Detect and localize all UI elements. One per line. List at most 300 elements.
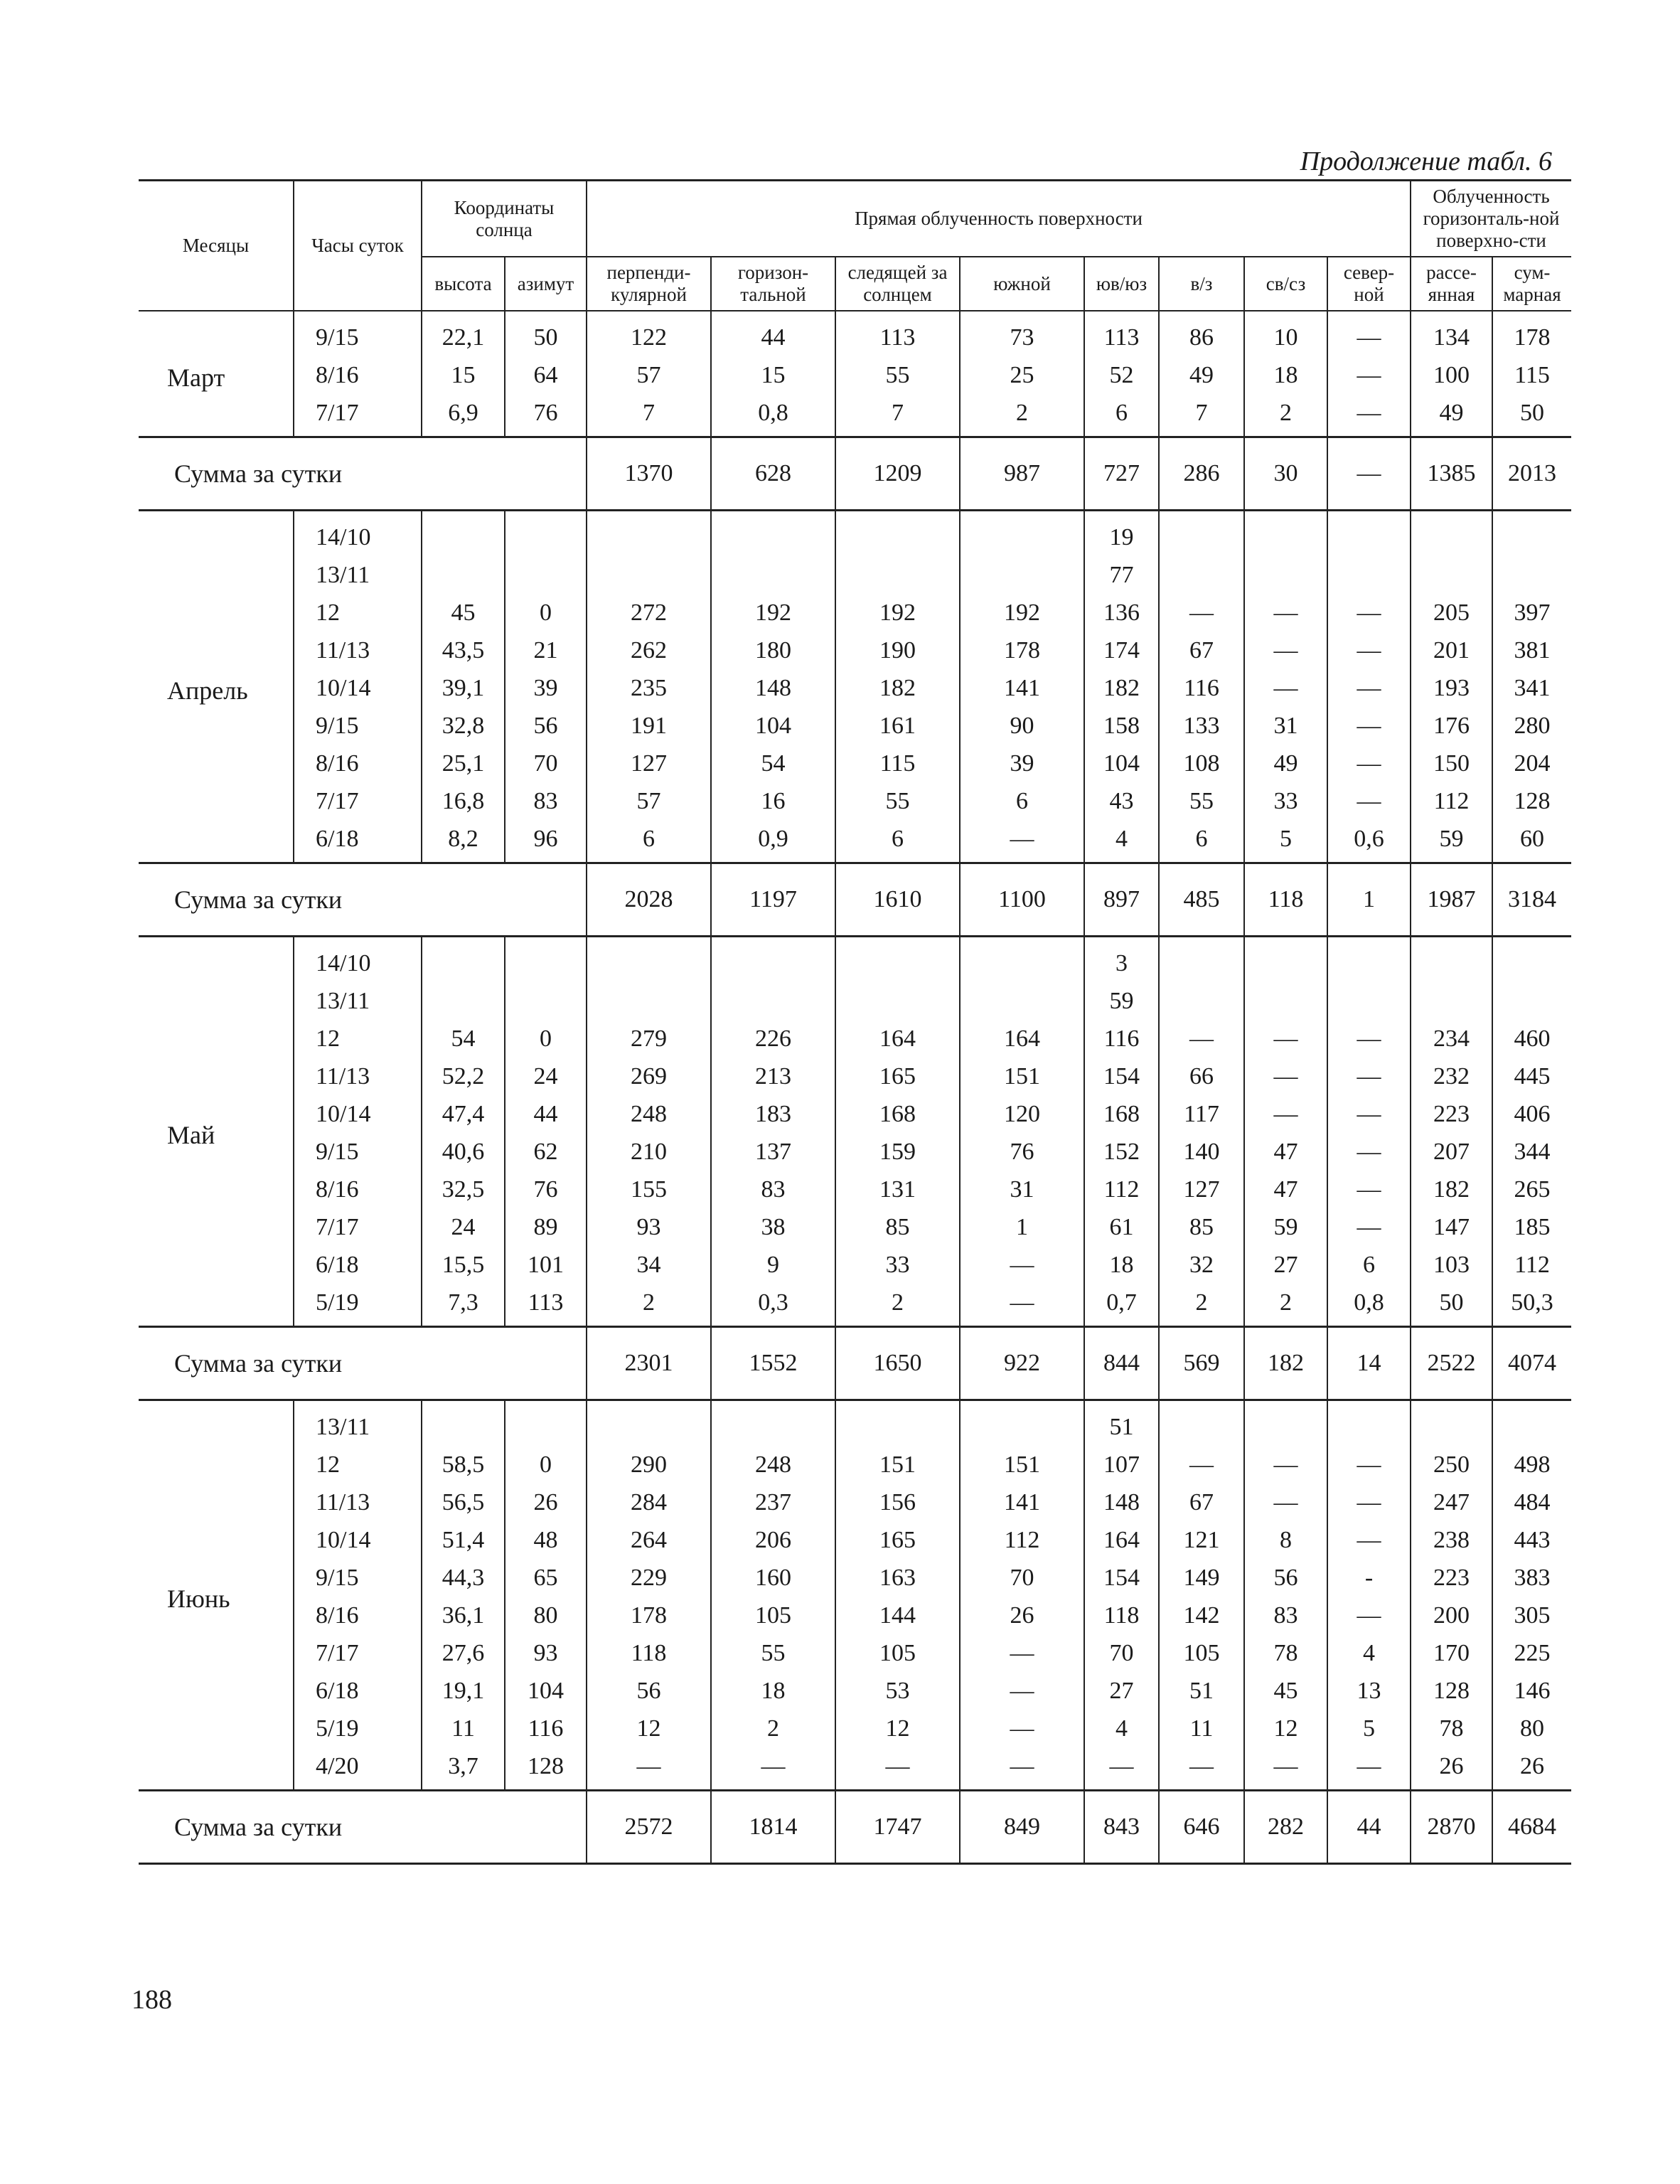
table-cell: 40,6 (422, 1133, 505, 1171)
table-cell: 25 (960, 356, 1084, 394)
table-cell (422, 556, 505, 594)
table-cell: 9/15 (294, 707, 422, 745)
table-cell: 383 (1492, 1559, 1571, 1597)
table-cell (1411, 511, 1492, 557)
table-cell: 142 (1159, 1597, 1244, 1634)
table-cell: — (711, 1747, 835, 1791)
table-cell (960, 511, 1084, 557)
table-cell: 6 (1327, 1246, 1411, 1284)
table-cell: 264 (587, 1521, 711, 1559)
sum-label: Сумма за сутки (139, 1791, 587, 1864)
table-cell: 11/13 (294, 1483, 422, 1521)
table-cell: 200 (1411, 1597, 1492, 1634)
table-cell (505, 982, 587, 1020)
sum-cell: 1552 (711, 1327, 835, 1400)
table-cell: 108 (1159, 745, 1244, 782)
table-cell: 5 (1327, 1710, 1411, 1747)
irradiance-table (139, 179, 1571, 1865)
table-cell: — (960, 1634, 1084, 1672)
sum-cell: 4684 (1492, 1791, 1571, 1864)
table-cell (1244, 511, 1327, 557)
table-cell: 178 (587, 1597, 711, 1634)
table-cell: 45 (1244, 1672, 1327, 1710)
sum-cell: 30 (1244, 437, 1327, 511)
table-cell: 9 (711, 1246, 835, 1284)
table-cell: 47,4 (422, 1095, 505, 1133)
month-label: Март (139, 311, 294, 437)
table-cell: — (1327, 745, 1411, 782)
table-cell: 21 (505, 632, 587, 669)
table-cell: — (1244, 1483, 1327, 1521)
table-cell (1492, 556, 1571, 594)
table-cell: 45 (422, 594, 505, 632)
table-cell: 57 (587, 356, 711, 394)
table-cell: — (1327, 632, 1411, 669)
table-cell: 117 (1159, 1095, 1244, 1133)
table-cell: 213 (711, 1058, 835, 1095)
table-cell: 5 (1244, 820, 1327, 863)
table-cell: 7 (835, 394, 960, 437)
table-cell: 16 (711, 782, 835, 820)
sum-cell: 3184 (1492, 863, 1571, 937)
table-cell: — (1244, 1747, 1327, 1791)
table-cell: 26 (1492, 1747, 1571, 1791)
table-cell: 341 (1492, 669, 1571, 707)
table-row (139, 1634, 1571, 1672)
table-cell: 0,8 (1327, 1284, 1411, 1327)
table-row (139, 707, 1571, 745)
table-cell (422, 982, 505, 1020)
table-cell: 12 (294, 1446, 422, 1483)
table-cell: 12 (587, 1710, 711, 1747)
table-cell: 443 (1492, 1521, 1571, 1559)
table-cell: 53 (835, 1672, 960, 1710)
sum-cell: 1987 (1411, 863, 1492, 937)
table-row (139, 1559, 1571, 1597)
table-cell (835, 1400, 960, 1447)
table-cell: 121 (1159, 1521, 1244, 1559)
table-row (139, 669, 1571, 707)
table-cell: 67 (1159, 632, 1244, 669)
table-cell: 8,2 (422, 820, 505, 863)
table-cell: 55 (835, 356, 960, 394)
table-cell: 4/20 (294, 1747, 422, 1791)
table-cell: 96 (505, 820, 587, 863)
table-cell: 148 (711, 669, 835, 707)
table-cell: 64 (505, 356, 587, 394)
table-cell: 50 (1411, 1284, 1492, 1327)
table-row (139, 1208, 1571, 1246)
table-cell: 191 (587, 707, 711, 745)
table-cell: 185 (1492, 1208, 1571, 1246)
table-cell: 25,1 (422, 745, 505, 782)
table-row (139, 1710, 1571, 1747)
table-cell: 164 (835, 1020, 960, 1058)
sum-cell: 897 (1084, 863, 1159, 937)
table-cell: 39,1 (422, 669, 505, 707)
header-months: Месяцы (139, 181, 294, 311)
table-cell: 229 (587, 1559, 711, 1597)
table-cell: 7 (1159, 394, 1244, 437)
table-cell: 0,8 (711, 394, 835, 437)
table-cell: 6 (587, 820, 711, 863)
table-cell: — (1327, 669, 1411, 707)
table-cell: 70 (505, 745, 587, 782)
sum-cell: 1650 (835, 1327, 960, 1400)
table-cell: 93 (505, 1634, 587, 1672)
sum-cell: 1 (1327, 863, 1411, 937)
table-cell: 39 (960, 745, 1084, 782)
table-cell: 2 (587, 1284, 711, 1327)
table-cell: — (1327, 1058, 1411, 1095)
table-cell: 3 (1084, 937, 1159, 983)
table-cell: 85 (1159, 1208, 1244, 1246)
table-cell: 2 (711, 1710, 835, 1747)
table-cell: 44 (505, 1095, 587, 1133)
table-cell: 55 (711, 1634, 835, 1672)
header-ne-nw: св/сз (1244, 257, 1327, 311)
table-cell (1159, 1400, 1244, 1447)
table-cell: 112 (1411, 782, 1492, 820)
table-cell (1492, 1400, 1571, 1447)
table-cell: 73 (960, 311, 1084, 356)
table-cell (1492, 511, 1571, 557)
table-cell: 248 (711, 1446, 835, 1483)
table-cell: — (1327, 1133, 1411, 1171)
table-cell: 152 (1084, 1133, 1159, 1171)
table-cell: 6 (1084, 394, 1159, 437)
table-cell: 58,5 (422, 1446, 505, 1483)
table-cell: 269 (587, 1058, 711, 1095)
table-cell: 86 (1159, 311, 1244, 356)
table-cell (960, 1400, 1084, 1447)
table-cell: 223 (1411, 1095, 1492, 1133)
table-cell: — (1327, 1597, 1411, 1634)
table-cell: 4 (1327, 1634, 1411, 1672)
table-cell: — (960, 820, 1084, 863)
table-row (139, 1446, 1571, 1483)
table-cell: 47 (1244, 1133, 1327, 1171)
table-cell: 49 (1244, 745, 1327, 782)
table-cell: 262 (587, 632, 711, 669)
table-cell: 159 (835, 1133, 960, 1171)
table-cell: 7/17 (294, 782, 422, 820)
table-cell: 147 (1411, 1208, 1492, 1246)
table-cell: 8/16 (294, 1171, 422, 1208)
table-cell: 250 (1411, 1446, 1492, 1483)
table-cell (505, 556, 587, 594)
sum-cell: 1197 (711, 863, 835, 937)
table-cell: 10 (1244, 311, 1327, 356)
header-azimuth: азимут (505, 257, 587, 311)
table-cell: 103 (1411, 1246, 1492, 1284)
table-cell: 141 (960, 669, 1084, 707)
table-cell: 150 (1411, 745, 1492, 782)
table-cell: 11 (422, 1710, 505, 1747)
table-cell: — (960, 1710, 1084, 1747)
table-cell: 31 (960, 1171, 1084, 1208)
table-cell: 34 (587, 1246, 711, 1284)
table-cell: 36,1 (422, 1597, 505, 1634)
sum-cell: 118 (1244, 863, 1327, 937)
table-row (139, 782, 1571, 820)
table-row (139, 1672, 1571, 1710)
table-cell: 9/15 (294, 1133, 422, 1171)
table-cell: 32,5 (422, 1171, 505, 1208)
table-cell: 70 (960, 1559, 1084, 1597)
table-cell: 19 (1084, 511, 1159, 557)
table-cell: 8/16 (294, 356, 422, 394)
table-cell (422, 511, 505, 557)
table-cell: — (1159, 1020, 1244, 1058)
sum-cell: 843 (1084, 1791, 1159, 1864)
table-cell: 89 (505, 1208, 587, 1246)
table-cell: 170 (1411, 1634, 1492, 1672)
table-cell (1411, 937, 1492, 983)
table-row (139, 1284, 1571, 1327)
table-cell: 83 (711, 1171, 835, 1208)
table-cell (1159, 982, 1244, 1020)
table-cell: — (960, 1246, 1084, 1284)
table-row (139, 820, 1571, 863)
table-row (139, 1246, 1571, 1284)
table-row (139, 394, 1571, 437)
table-row (139, 982, 1571, 1020)
table-cell: 122 (587, 311, 711, 356)
table-cell: 4 (1084, 1710, 1159, 1747)
table-cell (587, 511, 711, 557)
table-cell: 33 (1244, 782, 1327, 820)
table-cell: 498 (1492, 1446, 1571, 1483)
table-cell (835, 982, 960, 1020)
table-cell: 140 (1159, 1133, 1244, 1171)
table-cell: 235 (587, 669, 711, 707)
table-cell (711, 1400, 835, 1447)
table-cell: 127 (1159, 1171, 1244, 1208)
table-cell: 7/17 (294, 1634, 422, 1672)
table-cell: 18 (711, 1672, 835, 1710)
table-cell: 118 (587, 1634, 711, 1672)
table-cell: 182 (1411, 1171, 1492, 1208)
table-cell: 13/11 (294, 982, 422, 1020)
table-cell (711, 937, 835, 983)
table-cell: 137 (711, 1133, 835, 1171)
table-cell (1411, 1400, 1492, 1447)
table-row (139, 1171, 1571, 1208)
table-cell: — (960, 1747, 1084, 1791)
table-cell: 15,5 (422, 1246, 505, 1284)
sum-cell: 1370 (587, 437, 711, 511)
sum-cell: 1100 (960, 863, 1084, 937)
table-cell: 136 (1084, 594, 1159, 632)
table-cell: — (587, 1747, 711, 1791)
table-cell: 104 (1084, 745, 1159, 782)
table-cell: 32 (1159, 1246, 1244, 1284)
table-cell: 164 (960, 1020, 1084, 1058)
table-cell: 116 (1084, 1020, 1159, 1058)
table-cell: 27 (1084, 1672, 1159, 1710)
month-label: Май (139, 937, 294, 1327)
table-cell: — (835, 1747, 960, 1791)
table-cell: 7/17 (294, 1208, 422, 1246)
sum-cell: 1814 (711, 1791, 835, 1864)
table-cell: 115 (835, 745, 960, 782)
table-cell: 78 (1411, 1710, 1492, 1747)
table-cell (505, 511, 587, 557)
sum-cell: 987 (960, 437, 1084, 511)
table-cell: 6 (960, 782, 1084, 820)
table-cell: 284 (587, 1483, 711, 1521)
table-cell: 26 (960, 1597, 1084, 1634)
header-tracking: следящей за солнцем (835, 257, 960, 311)
table-cell: 6/18 (294, 1246, 422, 1284)
table-cell: 6 (835, 820, 960, 863)
table-cell: 158 (1084, 707, 1159, 745)
table-cell: 54 (711, 745, 835, 782)
table-cell: 305 (1492, 1597, 1571, 1634)
table-cell: 38 (711, 1208, 835, 1246)
table-cell: 2 (835, 1284, 960, 1327)
table-cell: 59 (1411, 820, 1492, 863)
table-cell (587, 937, 711, 983)
table-cell: 56 (587, 1672, 711, 1710)
table-cell: 70 (1084, 1634, 1159, 1672)
table-cell: — (1327, 594, 1411, 632)
sum-cell: 14 (1327, 1327, 1411, 1400)
table-cell: — (1327, 356, 1411, 394)
table-cell: 76 (960, 1133, 1084, 1171)
table-cell: 104 (711, 707, 835, 745)
table-cell: 164 (1084, 1521, 1159, 1559)
table-cell: 11/13 (294, 1058, 422, 1095)
table-row (139, 556, 1571, 594)
sum-cell: 2572 (587, 1791, 711, 1864)
table-cell (1244, 982, 1327, 1020)
table-cell: — (1244, 632, 1327, 669)
table-cell: 56,5 (422, 1483, 505, 1521)
table-cell: 65 (505, 1559, 587, 1597)
sum-cell: 2301 (587, 1327, 711, 1400)
table-cell: 22,1 (422, 311, 505, 356)
table-row (139, 1095, 1571, 1133)
table-cell: 120 (960, 1095, 1084, 1133)
table-cell: 19,1 (422, 1672, 505, 1710)
header-diffuse: рассе-янная (1411, 257, 1492, 311)
table-cell: 100 (1411, 356, 1492, 394)
table-cell: 14/10 (294, 511, 422, 557)
table-cell: 13 (1327, 1672, 1411, 1710)
table-cell (960, 556, 1084, 594)
table-cell: 168 (835, 1095, 960, 1133)
header-horizontal: горизон-тальной (711, 257, 835, 311)
table-cell: — (1327, 1020, 1411, 1058)
table-cell: 193 (1411, 669, 1492, 707)
table-cell: 107 (1084, 1446, 1159, 1483)
table-cell: 93 (587, 1208, 711, 1246)
table-cell: 7 (587, 394, 711, 437)
table-cell: 55 (835, 782, 960, 820)
table-cell: 226 (711, 1020, 835, 1058)
table-cell: 0,6 (1327, 820, 1411, 863)
table-cell: 43,5 (422, 632, 505, 669)
table-cell: 0 (505, 1020, 587, 1058)
table-row (139, 511, 1571, 557)
table-cell: 76 (505, 1171, 587, 1208)
table-cell: 0,9 (711, 820, 835, 863)
table-cell (1411, 556, 1492, 594)
table-row (139, 632, 1571, 669)
table-cell: 6,9 (422, 394, 505, 437)
table-cell: 160 (711, 1559, 835, 1597)
header-sun-coords: Координаты солнца (422, 181, 587, 257)
table-cell: 33 (835, 1246, 960, 1284)
table-cell: 112 (1084, 1171, 1159, 1208)
header-height: высота (422, 257, 505, 311)
header-north: север-ной (1327, 257, 1411, 311)
header-perpendicular: перпенди-кулярной (587, 257, 711, 311)
table-cell: 280 (1492, 707, 1571, 745)
table-cell: 223 (1411, 1559, 1492, 1597)
table-row (139, 356, 1571, 394)
table-cell: 90 (960, 707, 1084, 745)
sum-cell: 844 (1084, 1327, 1159, 1400)
table-cell: 161 (835, 707, 960, 745)
table-cell (1327, 937, 1411, 983)
table-cell: 105 (1159, 1634, 1244, 1672)
sum-label: Сумма за сутки (139, 863, 587, 937)
table-cell (1327, 982, 1411, 1020)
table-cell: 156 (835, 1483, 960, 1521)
header-total: сум-марная (1492, 257, 1571, 311)
table-cell: 206 (711, 1521, 835, 1559)
table-cell: 12 (294, 1020, 422, 1058)
sum-cell: 646 (1159, 1791, 1244, 1864)
table-cell: 178 (960, 632, 1084, 669)
table-cell: 154 (1084, 1559, 1159, 1597)
header-e-w: в/з (1159, 257, 1244, 311)
table-cell: 406 (1492, 1095, 1571, 1133)
table-cell: 2 (1244, 394, 1327, 437)
table-row (139, 1400, 1571, 1447)
table-cell (835, 511, 960, 557)
table-row (139, 1747, 1571, 1791)
month-label: Апрель (139, 511, 294, 863)
table-cell: 80 (1492, 1710, 1571, 1747)
table-cell: — (1327, 1095, 1411, 1133)
table-cell (711, 556, 835, 594)
table-cell: 144 (835, 1597, 960, 1634)
table-cell: 3,7 (422, 1747, 505, 1791)
table-caption: Продолжение табл. 6 (1300, 147, 1552, 176)
table-cell: 238 (1411, 1521, 1492, 1559)
table-cell: 11/13 (294, 632, 422, 669)
sum-cell: 286 (1159, 437, 1244, 511)
table-row (139, 1020, 1571, 1058)
table-cell: 57 (587, 782, 711, 820)
table-cell: 83 (505, 782, 587, 820)
table-cell: 210 (587, 1133, 711, 1171)
table-cell: 14/10 (294, 937, 422, 983)
table-cell: 0 (505, 594, 587, 632)
table-cell: — (960, 1672, 1084, 1710)
table-cell: 279 (587, 1020, 711, 1058)
table-cell: 247 (1411, 1483, 1492, 1521)
table-cell: 59 (1084, 982, 1159, 1020)
table-cell: 27 (1244, 1246, 1327, 1284)
table-cell: 50 (1492, 394, 1571, 437)
table-cell: — (960, 1284, 1084, 1327)
table-cell: 51 (1159, 1672, 1244, 1710)
